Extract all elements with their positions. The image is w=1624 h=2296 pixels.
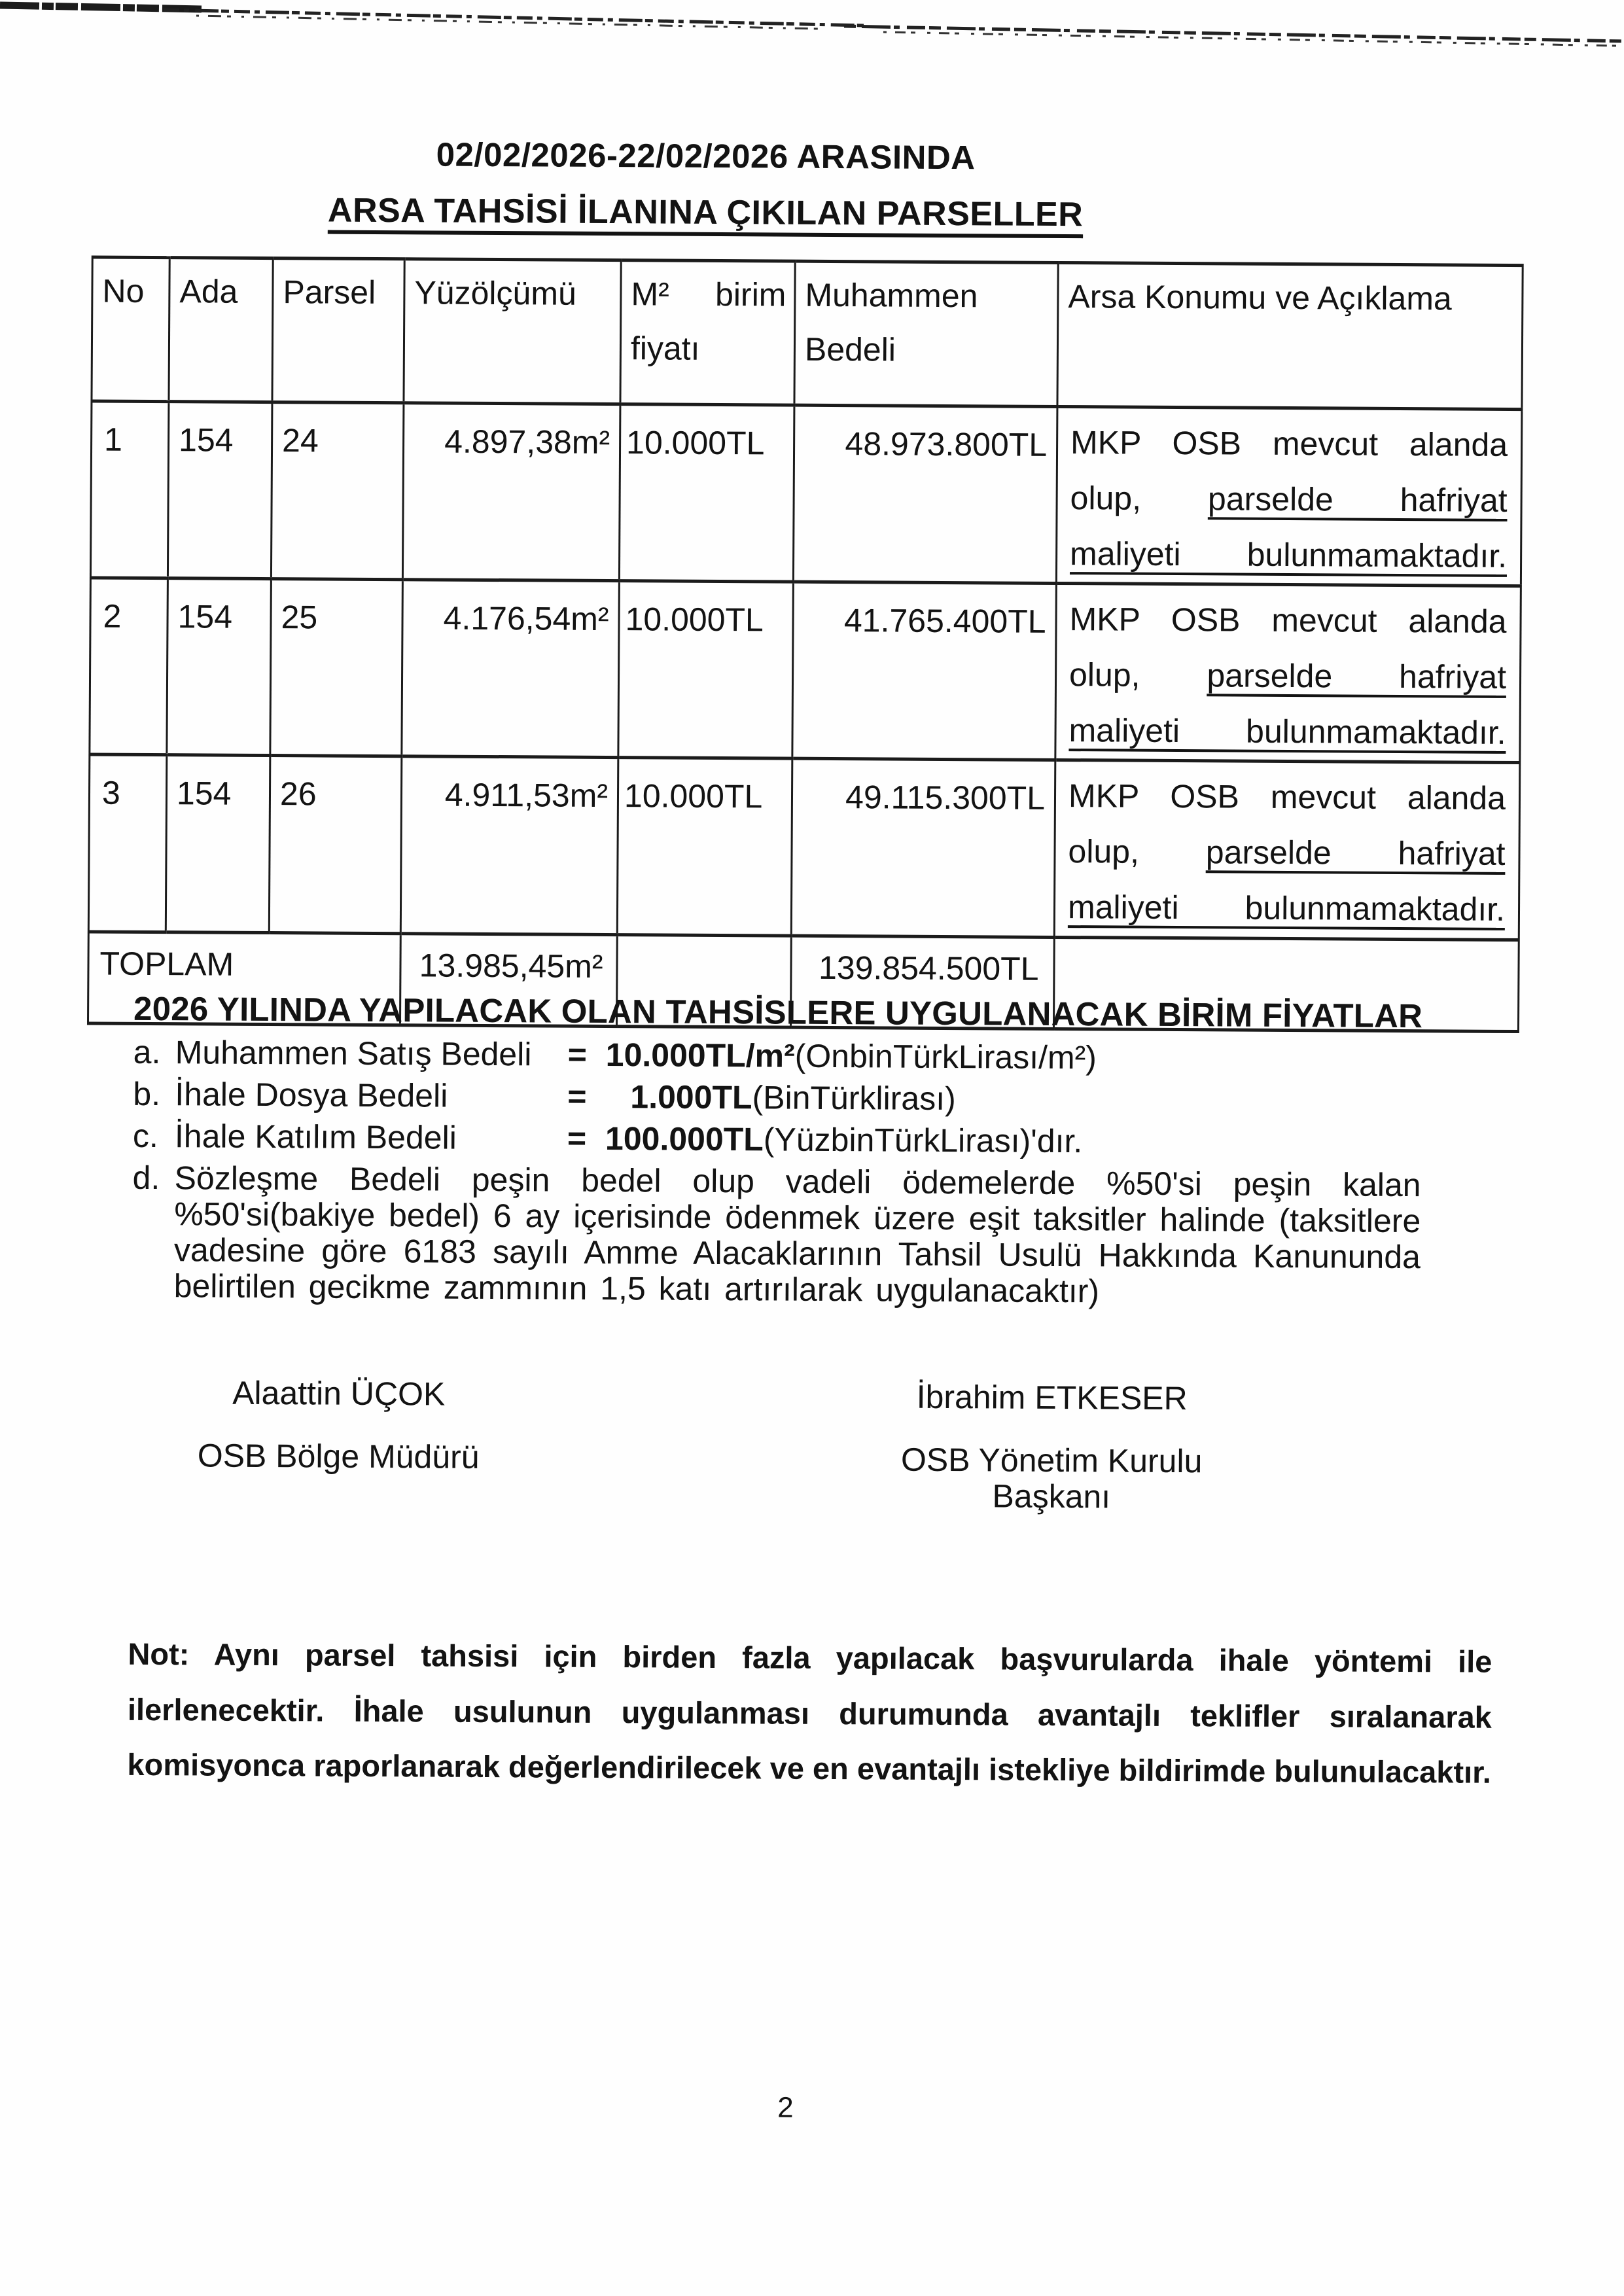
cell-yuzolcumu: 4.911,53m²	[400, 756, 618, 935]
cell-aciklama	[1055, 583, 1521, 762]
fee-item-marker: a.	[133, 1033, 161, 1070]
cell-parsel: 26	[269, 756, 402, 934]
header-muhammen	[794, 261, 1058, 406]
signature-title: OSB Yönetim Kurulu Başkanı	[900, 1441, 1203, 1515]
cell-birim-fiyat: 10.000TL	[619, 404, 794, 582]
cell-yuzolcumu: 4.897,38m²	[402, 403, 620, 581]
fee-item-marker: d.	[132, 1159, 160, 1196]
equals-sign: =	[567, 1120, 587, 1157]
cell-toplam-yuzolcumu: 13.985,45m²	[400, 934, 617, 1027]
fee-item-label: İhale Dosya Bedeli	[175, 1075, 448, 1114]
cell-ada: 154	[167, 578, 272, 756]
cell-ada: 154	[166, 755, 270, 933]
header-konum: Arsa Konumu ve Açıklama	[1057, 262, 1523, 409]
table-row	[90, 401, 1522, 586]
cell-muhammen: 41.765.400TL	[792, 582, 1057, 760]
aciklama-text: MKP OSB mevcut alanda olup,	[1070, 424, 1508, 517]
unit-prices-section	[132, 990, 1508, 1312]
fee-item-paragraph: Sözleşme Bedeli peşin bedel olup vadeli ödemelerde %50'si peşin kalan %50'si(bakiye bedel) 6 ay içerisinde ödenmek üzere eşit taksitler halinde (taksitlere vadesine göre 6183 sayılı Amme Alacaklarının Tahsil Usulü Hakkında Kanununda belirtilen gecikme zammının 1,5 katı artırılarak uygulanacaktır)	[173, 1159, 1421, 1310]
equals-sign: =	[567, 1036, 588, 1073]
fee-value-bold: 10.000TL/m²	[605, 1036, 795, 1074]
cell-muhammen: 49.115.300TL	[791, 758, 1055, 937]
header-birim-line1	[631, 267, 786, 322]
signature-name: Alaattin ÜÇOK	[232, 1374, 446, 1413]
cell-birim-fiyat: 10.000TL	[617, 758, 792, 936]
fee-item-value	[606, 1037, 1097, 1076]
header-parsel: Parsel	[272, 258, 404, 403]
title-block	[0, 133, 1413, 236]
header-birim-fiyat	[620, 260, 795, 406]
cell-birim-fiyat: 10.000TL	[618, 581, 794, 759]
parcels-table	[87, 255, 1524, 1033]
unit-prices-heading: 2026 YILINDA YAPILACAK OLAN TAHSİSLERE UYGULANACAK BİRİM FİYATLAR	[133, 989, 1423, 1035]
aciklama-text: MKP OSB mevcut alanda olup,	[1068, 601, 1507, 694]
cell-yuzolcumu: 4.176,54m²	[402, 580, 620, 758]
header-muhammen-line1: Muhammen	[805, 276, 978, 315]
table-header-row	[92, 257, 1523, 410]
cell-toplam-label: TOPLAM	[88, 932, 400, 1025]
fee-item-value	[605, 1121, 1083, 1159]
page-title: ARSA TAHSİSİ İLANINA ÇIKILAN PARSELLER	[327, 191, 1084, 234]
cell-no: 1	[90, 401, 169, 578]
cell-no: 3	[88, 754, 167, 932]
header-fiyati: fiyatı	[630, 329, 700, 367]
aciklama-underlined-text: parselde hafriyat maliyeti bulunmamaktadır.	[1068, 657, 1507, 751]
aciklama-underlined-text: parselde hafriyat maliyeti bulunmamaktadır.	[1067, 834, 1506, 928]
cell-ada: 154	[168, 402, 272, 579]
fee-value-rest: (OnbinTürkLirası/m²)	[794, 1037, 1097, 1076]
header-muhammen-line2: Bedeli	[804, 330, 896, 368]
fee-item-c	[133, 1118, 1507, 1161]
header-m2: M²	[631, 275, 669, 313]
cell-parsel: 24	[271, 402, 404, 580]
fee-value-rest: (BinTürklirası)	[752, 1078, 956, 1117]
cell-parsel: 25	[270, 579, 403, 756]
date-range-title: 02/02/2026-22/02/2026 ARASINDA	[436, 135, 976, 177]
signature-name: İbrahim ETKESER	[916, 1378, 1188, 1417]
fee-item-b	[133, 1076, 1507, 1120]
fee-value-bold: 100.000TL	[605, 1120, 764, 1158]
signature-title: OSB Bölge Müdürü	[197, 1437, 480, 1475]
fee-item-a	[133, 1034, 1508, 1078]
header-yuzolcumu: Yüzölçümü	[404, 259, 621, 404]
equals-sign: =	[567, 1078, 587, 1115]
aciklama-underlined-text: parselde hafriyat maliyeti bulunmamaktadır.	[1069, 480, 1508, 574]
fee-item-label: Muhammen Satış Bedeli	[175, 1033, 532, 1073]
fee-item-marker: b.	[133, 1075, 161, 1112]
table-row	[90, 578, 1521, 763]
cell-toplam-muhammen: 139.854.500TL	[790, 936, 1054, 1029]
fee-item-d	[132, 1159, 1507, 1311]
signature-right	[842, 1379, 1262, 1516]
fee-value-rest: (YüzbinTürkLirası)'dır.	[763, 1121, 1083, 1159]
table-row	[88, 754, 1520, 940]
cell-no: 2	[90, 578, 168, 755]
signature-left	[142, 1375, 535, 1475]
fee-item-marker: c.	[132, 1117, 159, 1154]
cell-muhammen: 48.973.800TL	[793, 405, 1057, 583]
aciklama-text: MKP OSB mevcut alanda olup,	[1068, 777, 1506, 870]
cell-aciklama	[1056, 406, 1522, 586]
cell-aciklama	[1054, 760, 1520, 940]
header-birim: birim	[715, 275, 786, 313]
fee-value-bold: 1.000TL	[630, 1078, 752, 1116]
header-no: No	[92, 257, 169, 402]
fee-item-label: İhale Katılım Bedeli	[174, 1117, 457, 1156]
note-paragraph: Not: Aynı parsel tahsisi için birden fazla yapılacak başvurularda ihale yöntemi ile ilerlenecektir. İhale usulunun uygulanması durumunda avantajlı teklifler sıralanarak komisyonca raporlanarak değerlendirilecek ve en evantajlı istekliye bildirimde bulunulacaktır.	[127, 1636, 1492, 1790]
header-ada: Ada	[169, 258, 273, 402]
fee-item-value	[605, 1079, 956, 1117]
page-number: 2	[777, 2091, 794, 2124]
